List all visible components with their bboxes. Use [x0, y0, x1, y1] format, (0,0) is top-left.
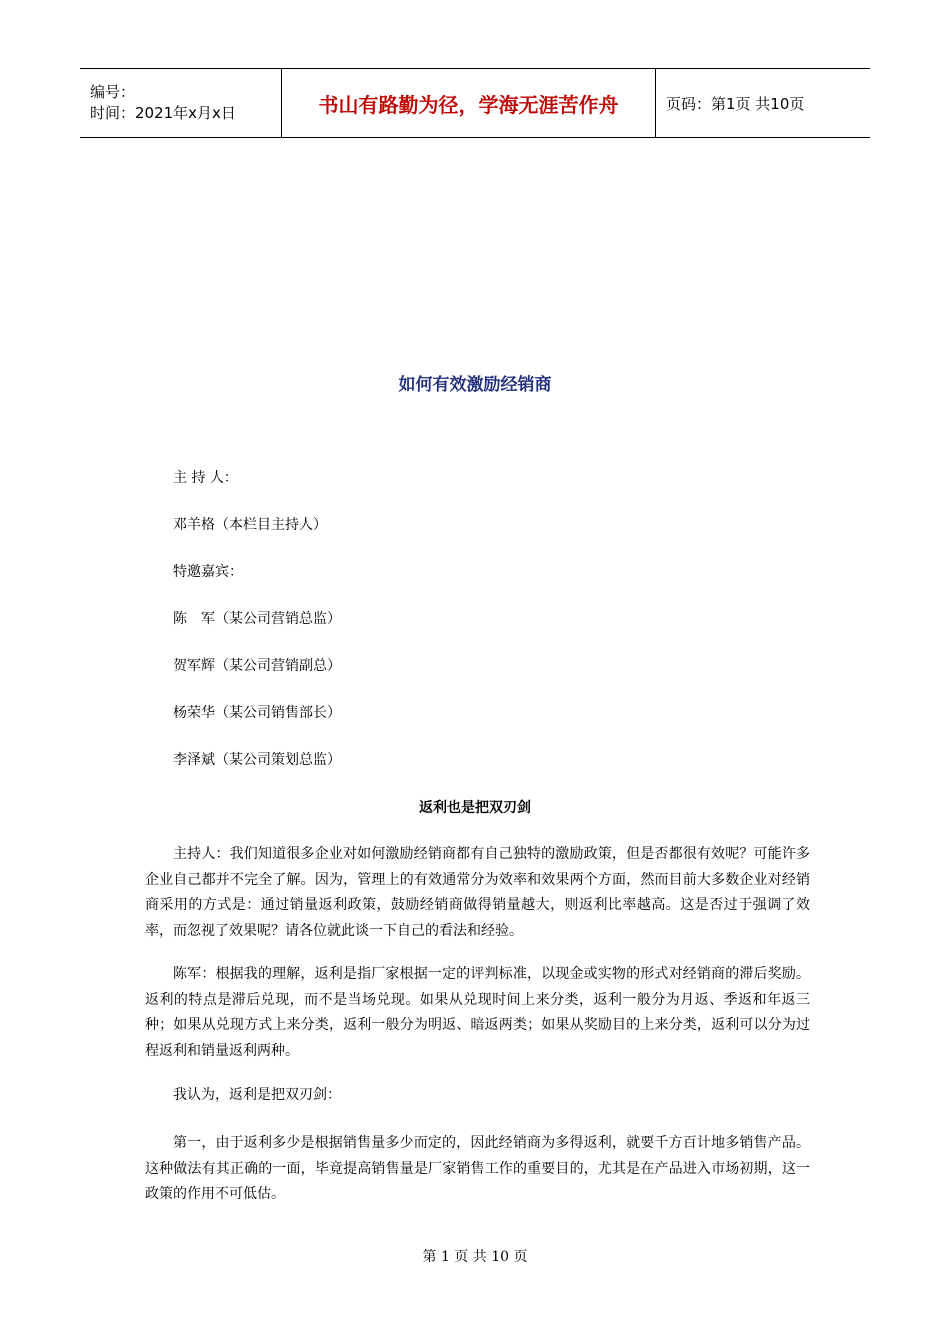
participant-line: 主 持 人：	[173, 470, 238, 486]
paragraph: 我认为，返利是把双刃剑：	[173, 1087, 341, 1103]
page-header	[80, 68, 870, 138]
paragraph: 陈军：根据我的理解，返利是指厂家根据一定的评判标准，以现金或实物的形式对经销商的滞后奖励。返利的特点是滞后兑现，而不是当场兑现。如果从兑现时间上来分类，返利一般分为月返、季返和年返三种；如果从兑现方式上来分类，返利一般分为明返、暗返两类；如果从奖励目的上来分类，返利可以分为过程返利和销量返利两种。	[145, 966, 810, 1059]
header-page-info	[656, 69, 870, 137]
page-footer: 第 1 页 共 10 页	[422, 1249, 528, 1265]
date-label: 时间：2021年x月x日	[90, 104, 236, 122]
header-meta	[80, 69, 282, 137]
paragraph: 主持人：我们知道很多企业对如何激励经销商都有自己独特的激励政策，但是否都很有效呢？可能许多企业自己都并不完全了解。因为，管理上的有效通常分为效率和效果两个方面，然而目前大多数企业对经销商采用的方式是：通过销量返利政策，鼓励经销商做得销量越大，则返利比率越高。这是否过于强调了效率，而忽视了效果呢？请各位就此谈一下自己的看法和经验。	[145, 846, 810, 939]
document-title: 如何有效激励经销商	[398, 375, 552, 395]
participant-line: 贺军辉（某公司营销副总）	[173, 658, 341, 674]
page-info-text: 页码：第1页 共10页	[666, 94, 805, 113]
participant-line: 邓羊格（本栏目主持人）	[173, 517, 327, 533]
participant-line: 李泽斌（某公司策划总监）	[173, 752, 341, 768]
participant-line: 杨荣华（某公司销售部长）	[173, 705, 341, 721]
motto-text: 书山有路勤为径，学海无涯苦作舟	[318, 92, 619, 117]
code-label: 编号：	[90, 83, 136, 101]
paragraph: 第一，由于返利多少是根据销售量多少而定的，因此经销商为多得返利，就要千方百计地多销售产品。这种做法有其正确的一面，毕竟提高销售量是厂家销售工作的重要目的，尤其是在产品进入市场初期，这一政策的作用不可低估。	[145, 1135, 810, 1202]
participant-line: 陈 军（某公司营销总监）	[173, 611, 341, 627]
participant-line: 特邀嘉宾：	[173, 564, 243, 580]
section-title: 返利也是把双刃剑	[419, 800, 531, 816]
header-motto	[282, 69, 656, 137]
